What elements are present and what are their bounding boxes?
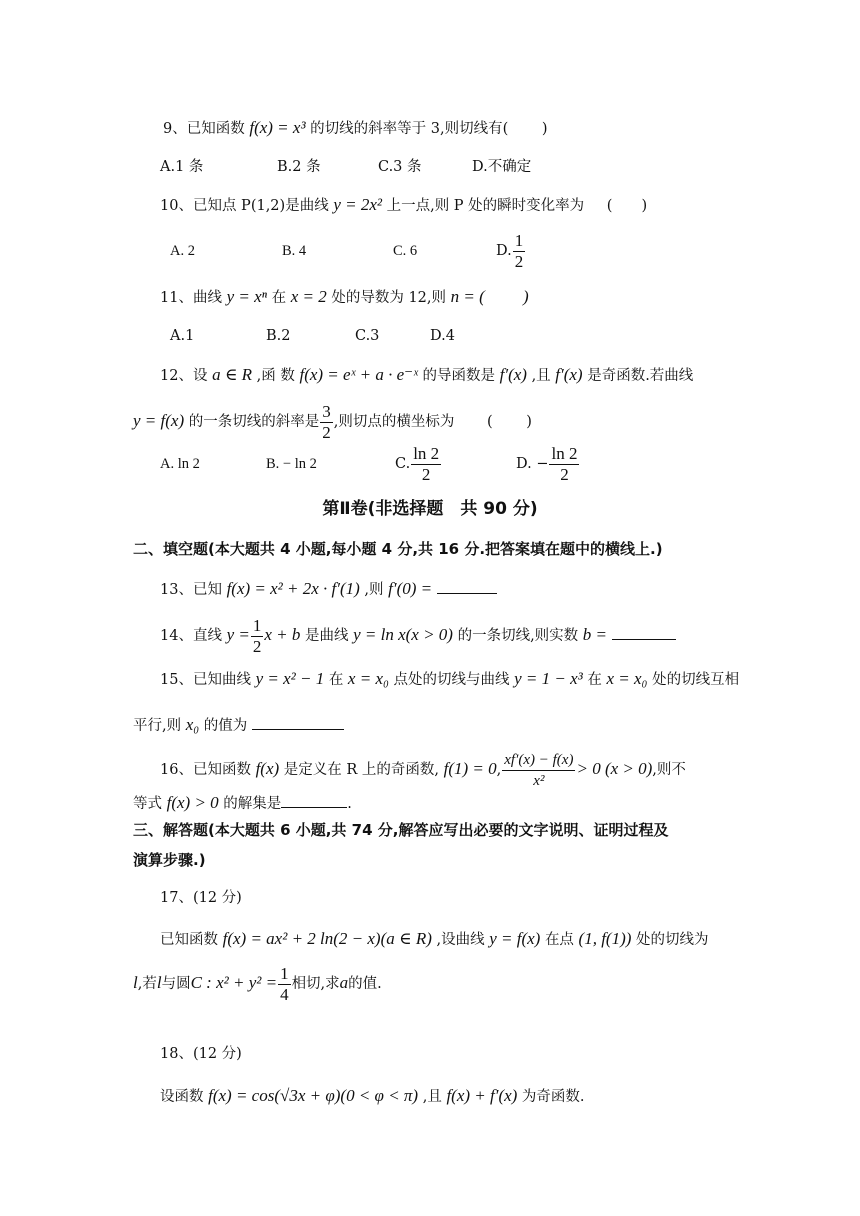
section-3-heading-line-1: 三、解答题(本大题共 6 小题,共 74 分,解答应写出必要的文字说明、证明过程及: [133, 821, 669, 839]
q16-stem-text: 16、已知函数: [160, 762, 251, 778]
q18-tail-text: 为奇函数.: [521, 1089, 585, 1105]
q10-option-c: C. 6: [393, 243, 418, 259]
question-9-stem: [163, 117, 548, 140]
q9-expression: f(x) = x³: [249, 118, 306, 137]
q15-mid-1: 在: [328, 672, 344, 688]
q16-line2-tail: .: [347, 796, 352, 812]
q9-option-d: D.不确定: [472, 159, 532, 175]
q15-mid-3: 在: [587, 672, 602, 688]
q11-stem-text: 11、曲线: [160, 290, 222, 306]
q11-mid-1: 在: [271, 290, 287, 306]
q12-slope-denominator: 2: [322, 422, 331, 442]
q12-mid-3: ,且: [531, 368, 551, 384]
q12-line2-tail: ,则切点的横坐标为: [333, 414, 455, 430]
q12-mid-2: 的导函数是: [422, 368, 496, 384]
q15-mid-2: 点处的切线与曲线: [393, 672, 510, 688]
q17-tail-text: 处的切线为: [636, 932, 709, 948]
q12-option-d-fraction: [549, 444, 579, 485]
q12-expression-1: a ∈ R: [212, 365, 253, 384]
q11-option-a: A.1: [170, 328, 195, 344]
question-12-line-1: [160, 364, 693, 387]
q14-denominator: 2: [252, 636, 262, 656]
question-15-line-1: [160, 668, 739, 691]
q10-option-d-label: D.: [496, 243, 512, 259]
q17-line2-tail: 的值.: [348, 976, 382, 992]
q17-line2-expression-4: a: [339, 973, 349, 992]
q10-option-b: B. 4: [282, 243, 307, 259]
q10-answer-paren: ( ): [606, 198, 648, 214]
q14-expression-post: x + b: [264, 625, 301, 644]
question-18-line-1: [160, 1085, 585, 1108]
q17-stem-text: 已知函数: [160, 932, 218, 948]
q16-expression-1: f(x): [255, 759, 280, 778]
q17-line2-expression-3: C : x² + y² =: [190, 973, 278, 992]
q15-line2-stem: 平行,则: [133, 718, 182, 734]
q9-option-a: A.1 条: [160, 159, 204, 175]
q12-slope-fraction: [320, 402, 333, 443]
question-12-line-2: [133, 398, 532, 445]
q17-line2-mid-2: 与圆: [161, 976, 191, 992]
q15-expression-3: y = 1 − x³: [514, 669, 583, 688]
q14-expression-2: y = ln x(x > 0): [353, 625, 453, 644]
q15-line2-expression: x₀: [185, 715, 200, 734]
q11-expression-2: x = 2: [290, 287, 327, 306]
q16-numerator: xf′(x) − f(x): [502, 750, 575, 771]
q12-expression-3: f′(x): [499, 365, 527, 384]
q13-expression-2: f′(0) =: [388, 579, 433, 598]
q11-option-d: D.4: [430, 328, 455, 344]
q17-line2-mid-3: 相切,求: [291, 976, 340, 992]
q16-line2-mid: 的解集是: [223, 796, 282, 812]
q12-option-b: B. − ln 2: [266, 456, 317, 472]
q14-expression-3: b =: [582, 625, 608, 644]
q9-stem-text: 9、已知函数: [163, 121, 245, 137]
q12-option-c-denominator: 2: [421, 464, 431, 484]
q12-option-c-fraction: [411, 444, 441, 485]
q16-answer-blank[interactable]: [281, 793, 347, 808]
q15-tail-text: 处的切线互相: [652, 672, 740, 688]
section-3-heading-line-2: 演算步骤.): [133, 851, 206, 869]
q17-mid-2: 在点: [544, 932, 574, 948]
q18-mid-text: ,且: [422, 1089, 442, 1105]
q10-option-d-numerator: 1: [514, 230, 524, 250]
q16-line2-stem: 等式: [133, 796, 162, 812]
q14-expression-pre: y =: [226, 625, 250, 644]
question-17-line-2: [133, 960, 382, 1007]
q10-option-d-denominator: 2: [514, 251, 524, 271]
q12-expression-2: f(x) = eˣ + a · e⁻ˣ: [299, 365, 418, 384]
q17-expression-3: (1, f(1)): [578, 929, 632, 948]
q13-answer-blank[interactable]: [437, 579, 497, 594]
q12-option-d-numerator: ln 2: [551, 443, 578, 463]
q12-mid-1: ,函 数: [256, 368, 295, 384]
q12-option-d: [516, 441, 580, 487]
q14-stem-text: 14、直线: [160, 628, 222, 644]
q12-line2-mid: 的一条切线的斜率是: [188, 414, 320, 430]
q16-separator: ,: [496, 762, 502, 778]
q16-tail-text: ,则不: [652, 762, 686, 778]
q12-answer-paren: ( ): [486, 414, 532, 430]
q11-option-c: C.3: [355, 328, 380, 344]
q12-tail-text: 是奇函数.若曲线: [587, 368, 694, 384]
q17-expression-2: y = f(x): [489, 929, 541, 948]
q10-expression: y = 2x²: [333, 195, 382, 214]
q10-option-a: A. 2: [170, 243, 195, 259]
question-17-header: 17、(12 分): [160, 890, 242, 906]
question-15-line-2: [133, 714, 344, 737]
q12-line2-expression: y = f(x): [133, 411, 185, 430]
q17-line2-mid-1: ,若: [137, 976, 157, 992]
q14-fraction: [251, 616, 264, 657]
q12-option-d-denominator: 2: [560, 464, 569, 484]
q17-radius-fraction: [278, 964, 291, 1005]
q12-stem-text: 12、设: [160, 368, 208, 384]
question-10-stem: [160, 194, 647, 217]
q12-slope-numerator: 3: [322, 401, 331, 421]
q11-expression-3: n = ( ): [450, 287, 529, 306]
q17-line2-expression-2: l: [156, 973, 162, 992]
q16-mid-1: 是定义在 R 上的奇函数,: [283, 762, 440, 778]
question-16-line-2: [133, 792, 352, 815]
q12-option-c-label: C.: [395, 456, 411, 472]
q13-mid-text: ,则: [364, 582, 384, 598]
question-11-stem: [160, 286, 529, 309]
q16-expression-3: > 0 (x > 0): [576, 759, 653, 778]
q12-option-d-label: D. −: [516, 456, 549, 472]
q12-option-c: [395, 441, 442, 487]
q14-answer-blank[interactable]: [612, 625, 676, 640]
q16-line2-expression: f(x) > 0: [166, 793, 219, 812]
question-13: [160, 578, 497, 601]
q17-mid-1: ,设曲线: [436, 932, 485, 948]
q15-answer-blank[interactable]: [252, 715, 344, 730]
q13-stem-text: 13、已知: [160, 582, 222, 598]
q9-option-b: B.2 条: [277, 159, 321, 175]
question-14: [160, 612, 676, 659]
q15-expression-2: x = x₀: [347, 669, 389, 688]
q16-fraction: [502, 750, 575, 791]
q18-expression-2: f(x) + f′(x): [446, 1086, 518, 1105]
q14-numerator: 1: [252, 615, 262, 635]
q16-denominator: x²: [533, 772, 545, 789]
q9-tail-text: 的切线的斜率等于 3,则切线有( ): [310, 121, 548, 137]
q18-stem-text: 设函数: [160, 1089, 204, 1105]
q15-line2-tail: 的值为: [203, 718, 248, 734]
q11-expression-1: y = xⁿ: [226, 287, 267, 306]
q17-numerator: 1: [280, 963, 289, 983]
q11-option-b: B.2: [266, 328, 291, 344]
q10-tail-text: 上一点,则 P 处的瞬时变化率为: [386, 198, 585, 214]
q15-stem-text: 15、已知曲线: [160, 672, 251, 688]
q15-expression-1: y = x² − 1: [255, 669, 325, 688]
q16-expression-2: f(1) = 0: [443, 759, 497, 778]
q10-option-d: [496, 228, 526, 274]
part-2-title: 第Ⅱ卷(非选择题 共 90 分): [322, 499, 538, 519]
q14-tail-text: 的一条切线,则实数: [457, 628, 579, 644]
question-17-line-1: [160, 928, 709, 951]
q12-option-c-numerator: ln 2: [413, 443, 440, 463]
q12-expression-4: f′(x): [555, 365, 583, 384]
q11-mid-2: 处的导数为 12,则: [331, 290, 447, 306]
q10-stem-text: 10、已知点 P(1,2)是曲线: [160, 198, 329, 214]
q17-expression-1: f(x) = ax² + 2 ln(2 − x)(a ∈ R): [222, 929, 432, 948]
q18-expression-1: f(x) = cos(√3x + φ)(0 < φ < π): [208, 1086, 419, 1105]
section-2-heading: 二、填空题(本大题共 4 小题,每小题 4 分,共 16 分.把答案填在题中的横线上.): [133, 540, 663, 558]
q15-expression-4: x = x₀: [606, 669, 648, 688]
q17-denominator: 4: [280, 984, 289, 1004]
q17-line2-expression-1: l: [133, 973, 138, 992]
q13-expression-1: f(x) = x² + 2x · f′(1): [226, 579, 360, 598]
q12-option-a: A. ln 2: [160, 456, 200, 472]
q14-mid-text: 是曲线: [304, 628, 349, 644]
question-18-header: 18、(12 分): [160, 1046, 242, 1062]
q9-option-c: C.3 条: [378, 159, 422, 175]
q10-option-d-fraction: [513, 231, 526, 272]
question-16-line-1: [160, 746, 686, 793]
